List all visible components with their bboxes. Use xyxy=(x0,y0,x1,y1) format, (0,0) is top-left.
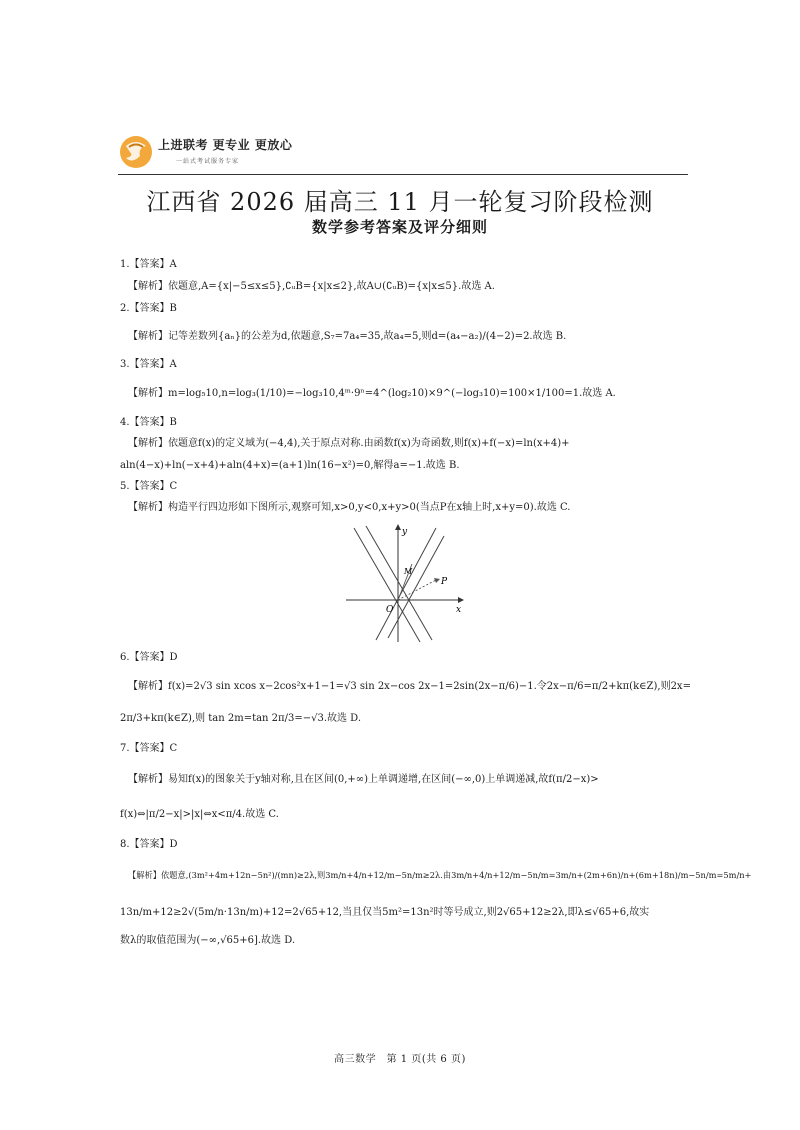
x-axis-label: x xyxy=(456,605,462,615)
header-divider xyxy=(118,174,688,175)
analysis-line: 【解析】构造平行四边形如下图所示,观察可知,x>0,y<0,x+y>0(当点P在x轴上时,x+y=0).故选 C. xyxy=(128,502,571,513)
origin-label: O xyxy=(386,605,394,615)
analysis-line: 【解析】依题意f(x)的定义域为(−4,4),关于原点对称.由函数f(x)为奇函数,则f(x)+f(−x)=ln(x+4)+ xyxy=(128,438,570,449)
point-p-label: P xyxy=(441,577,448,587)
analysis-line: 数λ的取值范围为(−∞,√65+6].故选 D. xyxy=(120,935,296,946)
page-title: 江西省 2026 届高三 11 月一轮复习阶段检测 xyxy=(146,188,654,216)
brand-name: 上进联考 更专业 更放心 xyxy=(158,138,293,152)
analysis-line: 【解析】依题意,A={x|−5≤x≤5},∁ᵤB={x|x≤2},故A∪(∁ᵤB)={x|x≤5}.故选 A. xyxy=(128,281,495,292)
analysis-line: 13n/m+12≥2√(5m/n·13n/m)+12=2√65+12,当且仅当5m²=13n²时等号成立,则2√65+12≥2λ,即λ≤√65+6,故实 xyxy=(120,907,650,918)
analysis-line: 【解析】易知f(x)的图象关于y轴对称,且在区间(0,+∞)上单调递增,在区间(−∞,0)上单调递减,故f(π/2−x)> xyxy=(128,774,599,785)
y-axis-arrow xyxy=(395,524,401,530)
point-m-label: M xyxy=(404,567,413,576)
analysis-line: 2π/3+kπ(k∈Z),则 tan 2m=tan 2π/3=−√3.故选 D. xyxy=(120,713,362,724)
analysis-line: 【解析】记等差数列{aₙ}的公差为d,依题意,S₇=7a₄=35,故a₄=5,则d=(a₄−a₂)/(4−2)=2.故选 B. xyxy=(128,331,567,342)
analysis-line: aln(4−x)+ln(−x+4)+aln(4+x)=(a+1)ln(16−x²)=0,解得a=−1.故选 B. xyxy=(120,460,460,471)
y-axis-label: y xyxy=(402,527,408,537)
analysis-line: 【解析】依题意,(3m²+4m+12n−5n²)/(mn)≥2λ,则3m/n+4/n+12/m−5n/m≥2λ.由3m/n+4/n+12/m−5n/m=3m/n+(2m+6n)/n+(6m+18n)/m−5n/m=5m/n+ xyxy=(128,870,752,880)
boundary-line xyxy=(366,526,432,640)
answer-line: 1.【答案】A xyxy=(120,259,177,270)
answer-line: 6.【答案】D xyxy=(120,652,178,663)
brand-slogan: 一站式考试服务专家 xyxy=(176,158,240,165)
answer-line: 4.【答案】B xyxy=(120,417,177,428)
brand-logo-icon xyxy=(118,134,154,170)
boundary-line xyxy=(376,528,436,640)
brand-header xyxy=(118,128,718,174)
page-subtitle: 数学参考答案及评分细则 xyxy=(311,218,488,236)
analysis-line: f(x)⇔|π/2−x|>|x|⇔x<π/4.故选 C. xyxy=(120,809,279,820)
answer-line: 8.【答案】D xyxy=(120,839,178,850)
page-footer: 高三数学 第 1 页(共 6 页) xyxy=(334,1054,466,1065)
answer-line: 3.【答案】A xyxy=(120,359,177,370)
answer-line: 5.【答案】C xyxy=(120,481,178,492)
answer-line: 7.【答案】C xyxy=(120,743,178,754)
parallelogram-figure xyxy=(340,520,470,646)
vector-op xyxy=(398,580,436,600)
boundary-line xyxy=(354,528,420,642)
boundary-line xyxy=(388,536,444,638)
analysis-line: 【解析】f(x)=2√3 sin xcos x−2cos²x+1−1=√3 sin 2x−cos 2x−1=2sin(2x−π/6)−1.令2x−π/6=π/2+kπ(k∈Z),则2x= xyxy=(128,681,691,692)
answer-line: 2.【答案】B xyxy=(120,303,177,314)
x-axis-arrow xyxy=(458,597,464,603)
analysis-line: 【解析】m=log₅10,n=log₃(1/10)=−log₃10,4ᵐ·9ⁿ=4^(log₂10)×9^(−log₃10)=100×1/100=1.故选 A. xyxy=(128,388,616,399)
